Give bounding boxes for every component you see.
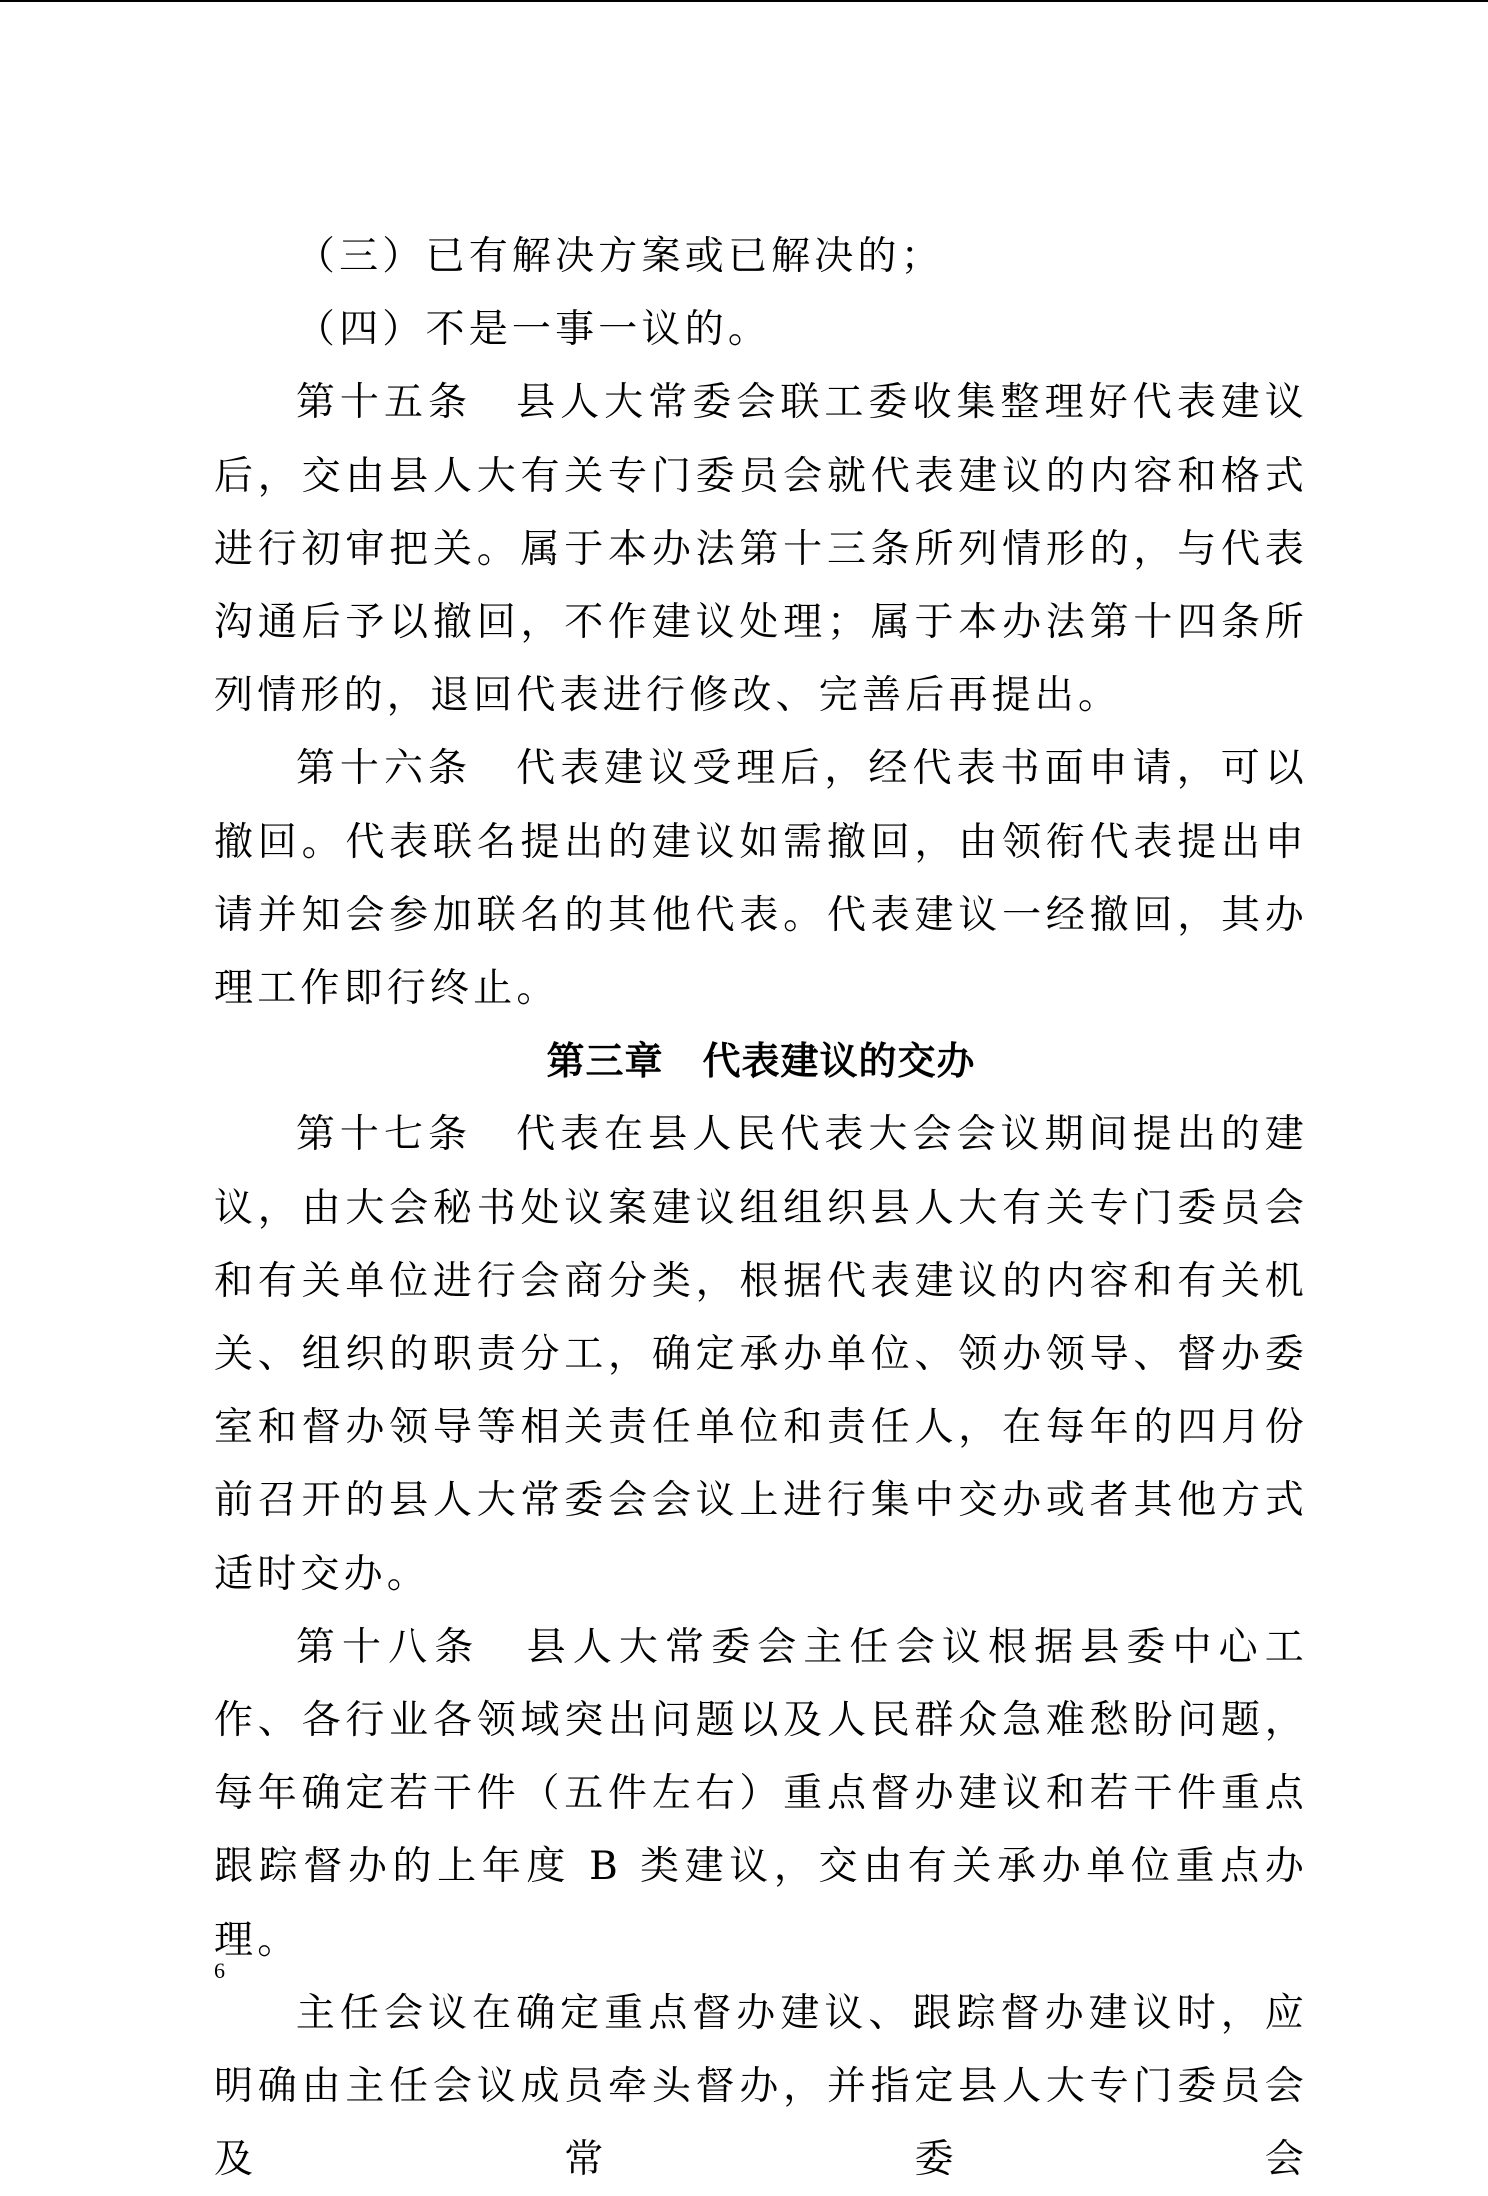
- body-text: [214, 220, 1308, 2196]
- article-17: 第十七条 代表在县人民代表大会会议期间提出的建议，由大会秘书处议案建议组组织县人大有关专门委员会和有关单位进行会商分类，根据代表建议的内容和有关机关、组织的职责分工，确定承办单位、领办领导、督办委室和督办领导等相关责任单位和责任人，在每年的四月份前召开的县人大常委会会议上进行集中交办或者其他方式适时交办。: [214, 1112, 1308, 1597]
- clause-item-3: （三）已有解决方案或已解决的；: [295, 234, 944, 279]
- page-number: 6: [214, 1958, 225, 1983]
- chapter-title: 第三章 代表建议的交办: [546, 1039, 976, 1084]
- article-18-continuation: 主任会议在确定重点督办建议、跟踪督办建议时，应明确由主任会议成员牵头督办，并指定县人大专门委员会及常委会: [214, 1990, 1308, 2183]
- article-16: 第十六条 代表建议受理后，经代表书面申请，可以撤回。代表联名提出的建议如需撤回，由领衔代表提出申请并知会参加联名的其他代表。代表建议一经撤回，其办理工作即行终止。: [214, 746, 1308, 1012]
- clause-item-4: （四）不是一事一议的。: [295, 307, 772, 353]
- article-18: 第十八条 县人大常委会主任会议根据县委中心工作、各行业各领域突出问题以及人民群众急难愁盼问题，每年确定若干件（五件左右）重点督办建议和若干件重点跟踪督办的上年度 B 类建议，交由有关承办单位重点办理。: [214, 1624, 1308, 1963]
- article-15: 第十五条 县人大常委会联工委收集整理好代表建议后，交由县人大有关专门委员会就代表建议的内容和格式进行初审把关。属于本办法第十三条所列情形的，与代表沟通后予以撤回，不作建议处理；属于本办法第十四条所列情形的，退回代表进行修改、完善后再提出。: [214, 380, 1308, 719]
